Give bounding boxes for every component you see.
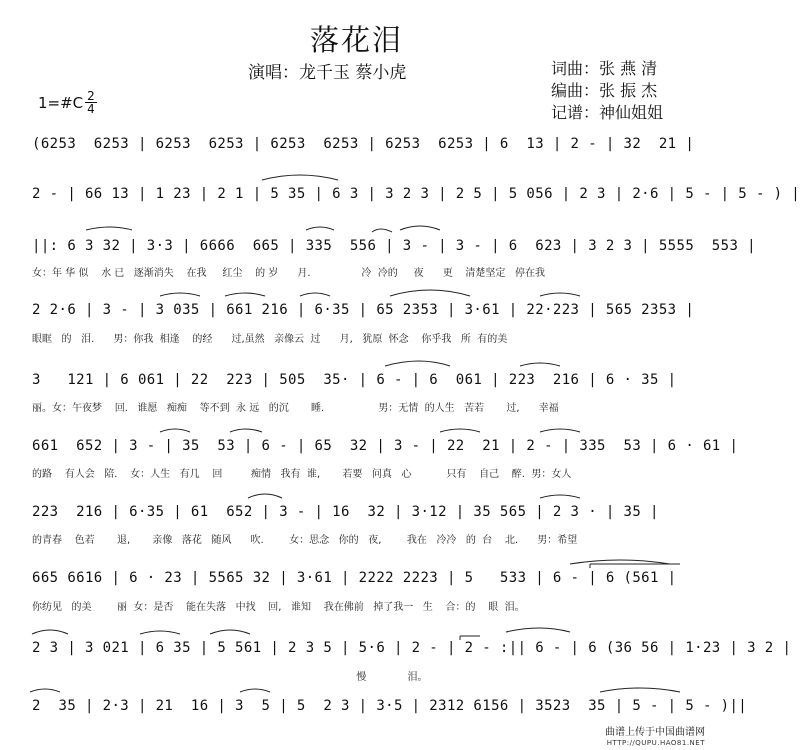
score-line-4: 2 2·6 | 3 - | 3 035 | 661 216 | 6·35 | 65 2353 | 3·61 | 22·223 | 565 2353 | bbox=[32, 302, 695, 318]
slur-arc bbox=[140, 631, 180, 634]
lyric-line-4: 眼眶 的 泪. 男：你我 相逢 的经 过,虽然 亲像云 过 月, 犹原 怀念 你乎我 所 有的美 bbox=[32, 334, 508, 345]
slur-arc bbox=[300, 293, 330, 296]
score-line-10: 2 35 | 2·3 | 21 16 | 3 5 | 5 2 3 | 3·5 | 2312 6156 | 3523 35 | 5 - | 5 - )|| bbox=[32, 698, 748, 714]
key-signature: 1=#C bbox=[38, 94, 84, 112]
slur-arc bbox=[86, 227, 132, 230]
slur-arc bbox=[520, 363, 560, 366]
lyric-line-8: 你纺见 的美 丽 女：是否 能在失落 中找 回, 谁知 我在佛前 掉了我一 生 合：的 眼 泪。 bbox=[32, 602, 525, 613]
lyricist-credit: 词曲：张 燕 清 bbox=[551, 59, 658, 78]
site-watermark bbox=[605, 727, 705, 749]
score-line-3: ||: 6 3 32 | 3·3 | 6666 665 | 335 556 | 3 - | 3 - | 6 623 | 3 2 3 | 5555 553 | bbox=[32, 238, 756, 254]
slur-arc bbox=[506, 628, 570, 632]
slur-arc bbox=[385, 361, 450, 366]
time-signature-bottom: 4 bbox=[87, 102, 95, 116]
score-line-5: 3 121 | 6 061 | 22 223 | 505 35· | 6 - | 6 061 | 223 216 | 6 · 35 | bbox=[32, 372, 677, 388]
slur-arc bbox=[230, 429, 262, 432]
slur-arc bbox=[160, 429, 190, 432]
time-signature bbox=[84, 90, 98, 115]
volta-bracket bbox=[590, 564, 680, 568]
slur-arc bbox=[372, 229, 392, 232]
score-line-9: 2 3 | 3 021 | 6 35 | 5 561 | 2 3 5 | 5·6 | 2 - | 2 - :|| 6 - | 6 (36 56 | 1·23 | 3 2 | bbox=[32, 640, 792, 656]
score-line-8: 665 6616 | 6 · 23 | 5565 32 | 3·61 | 2222 2223 | 5 533 | 6 - | 6 (561 | bbox=[32, 570, 677, 586]
slur-arc bbox=[30, 689, 60, 692]
score-line-1: (6253 6253 | 6253 6253 | 6253 6253 | 6253 6253 | 6 13 | 2 - | 32 21 | bbox=[32, 136, 695, 152]
slur-arc bbox=[390, 290, 470, 296]
slur-arc bbox=[32, 630, 68, 634]
slur-arc bbox=[540, 495, 580, 498]
slur-arc bbox=[225, 293, 265, 296]
slur-arc bbox=[400, 226, 440, 230]
slur-arc bbox=[160, 293, 200, 296]
slur-arc bbox=[210, 630, 250, 634]
watermark-url: HTTP://QUPU.HAO81.NET bbox=[606, 739, 705, 747]
score-line-2: 2 - | 66 13 | 1 23 | 2 1 | 5 35 | 6 3 | 3 2 3 | 2 5 | 5 056 | 2 3 | 2·6 | 5 - | 5 - ) | bbox=[32, 186, 800, 202]
transcriber-credit: 记谱：神仙姐姐 bbox=[551, 103, 664, 122]
credits-block bbox=[551, 58, 663, 124]
lyric-line-3: 女：年 华 似 水 已 逐渐消失 在我 红尘 的 岁 月. 冷 冷的 夜 更 清楚坚定 停在我 bbox=[32, 268, 545, 279]
slur-arc bbox=[440, 429, 480, 432]
time-signature-top: 2 bbox=[87, 89, 95, 103]
lyric-line-9: 慢 泪。 bbox=[32, 672, 428, 683]
slur-arc bbox=[306, 227, 334, 230]
watermark-site-name: 曲谱上传于中国曲谱网 bbox=[605, 727, 705, 738]
lyric-line-5: 丽。女：午夜梦 回. 谁愿 痴痴 等不到 永 远 的沉 睡. 男：无情 的人生 苦若 过, 幸福 bbox=[32, 403, 559, 414]
slur-arc bbox=[248, 494, 282, 498]
slur-arc bbox=[240, 689, 270, 692]
score-line-6: 661 652 | 3 - | 35 53 | 6 - | 65 32 | 3 - | 22 21 | 2 - | 335 53 | 6 · 61 | bbox=[32, 438, 739, 454]
lyric-line-6: 的路 有人会 陪. 女：人生 有几 回 痴情 我有 谁, 若要 问真 心 只有 自己 醉. 男：女人 bbox=[32, 469, 572, 480]
slur-arc bbox=[540, 293, 580, 296]
song-title: 落花泪 bbox=[309, 23, 403, 57]
lyric-line-7: 的青春 色若 退, 亲像 落花 随风 吹. 女：思念 你的 夜, 我在 冷冷 的 台 北. 男：希望 bbox=[32, 535, 578, 546]
slur-arc bbox=[570, 560, 670, 564]
slur-arc bbox=[600, 688, 680, 692]
arranger-credit: 编曲：张 振 杰 bbox=[551, 81, 658, 100]
slur-arc bbox=[262, 175, 338, 180]
score-line-7: 223 216 | 6·35 | 61 652 | 3 - | 16 32 | 3·12 | 35 565 | 2 3 · | 35 | bbox=[32, 504, 659, 520]
slur-arc bbox=[540, 429, 580, 432]
singers-line: 演唱：龙千玉 蔡小虎 bbox=[248, 63, 407, 83]
